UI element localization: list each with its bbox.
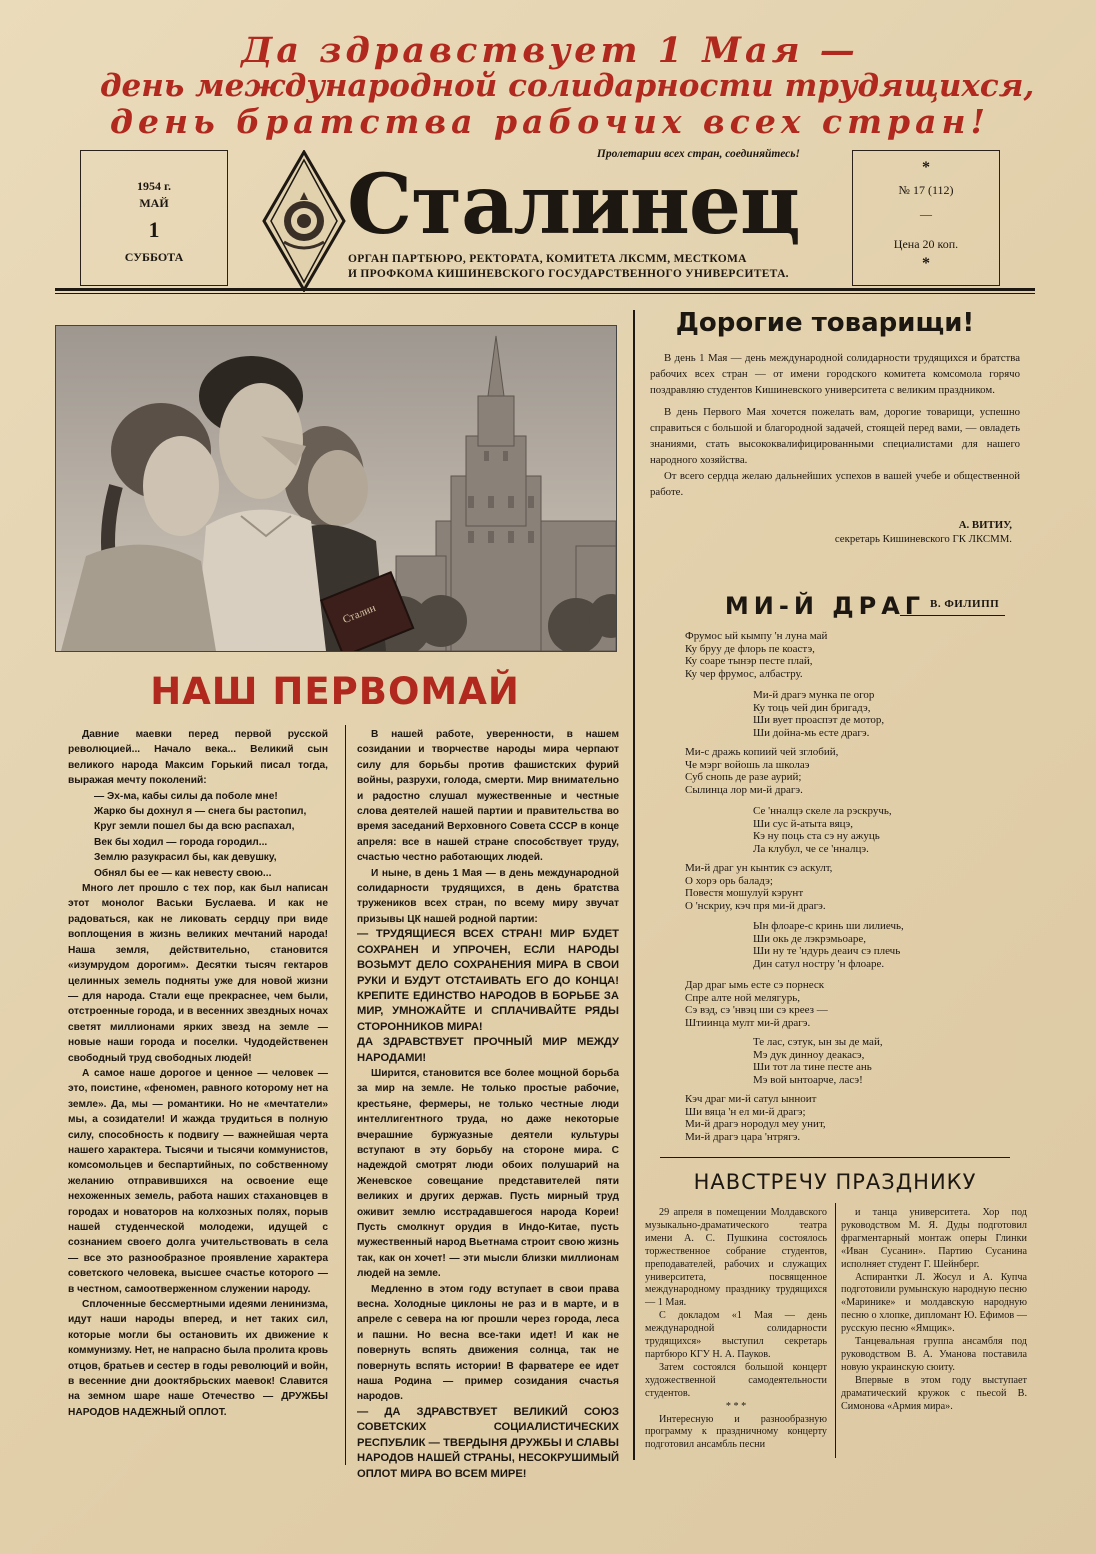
ear-day: 1 (148, 217, 160, 242)
greeting-paragraph: В день Первого Мая хочется пожелать вам, дорогие товарищи, успешно справиться с большой и благородной задачей, стоящей перед вами, — овладеть знаниями, стать высококвалифицированными специалистами для нашего народного хозяйства. (650, 406, 1020, 466)
main-article-col1 (68, 727, 328, 1420)
section-rule (660, 1157, 1010, 1158)
news-paragraph: и танца университета. Хор под руководством М. Я. Дуды подготовил фрагментарный монтаж оперы Глинки «Иван Сусанин». Партию Сусанина исполняет студент Г. Шейнберг. (841, 1207, 1027, 1270)
article-paragraph: Медленно в этом году вступает в свои права весна. Холодные циклоны не раз и в марте, и в апреле с севера на юг прошли через города, леса и пашни. Но весна все-таки идет! И как не повернуть вспять движения солнца, так не повернуть вспять истории! В фарватере ее идет наша Родина — пример созидания счастья народов. (357, 1283, 619, 1403)
festival-col2 (841, 1207, 1027, 1414)
slogan-line-2: день международной солидарности трудящихся, (100, 68, 1035, 104)
poem-stanza (753, 1036, 883, 1086)
article-paragraph: И ныне, в день 1 Мая — в день международной солидарности трудящихся, в день братства тружеников всех стран, по всему миру звучат призывы ЦК нашей родной партии: (357, 867, 619, 925)
article-paragraph: Давние маевки перед первой русской революцией... Начало века... Великий сын великого народа Максим Горький писал тогда, выражая мечту поколений: (68, 729, 328, 787)
verse-line: — Эх-ма, кабы силы да поболе мне! (94, 790, 278, 802)
news-paragraph: Интересную и разнообразную программу к праздничному концерту подготовил ансамбль песни (645, 1413, 827, 1451)
poem-stanza (753, 920, 904, 970)
masthead-subtitle (348, 252, 818, 282)
poem-stanza (685, 979, 828, 1029)
poem-line: Сылинца лор ми-й драгэ. (685, 783, 803, 796)
poem-line: Ши сус й-атыта вяцэ, (753, 817, 853, 830)
verse-line: Век бы ходил — города городил... (94, 836, 268, 848)
article-paragraph: А самое наше дорогое и ценное — человек — это, поистине, «феномен, равного которому нет на земле». Да, мы — романтики. Но не «мечтатели» мы, а созидатели! И жажда трудиться в полную силу, способность к подвигу — важнейшая черта нашего характера. Тысячи и тысячи коммунистов, комсомольцев и беспартийных, по собственному желанию отправившихся на освоение еще нехоженных земель, работа наших стахановцев в городах и новаторов на колхозных полях, порыв нашей студенческой молодежи, идущей с сознанием своего долга учительствовать в села — все это разнообразное проявление характера советского человека, высшее счастье которого — в честном, самоотверженном служении народу. (68, 1067, 328, 1295)
poem-line: Ши вует проаспэт де мотор, (753, 714, 885, 727)
greeting-title: Дорогие товарищи! (675, 308, 975, 338)
appeal-text: ДА ЗДРАВСТВУЕТ ПРОЧНЫЙ МИР МЕЖДУ НАРОДАМИ! (357, 1036, 619, 1064)
poem-line: Ми-й драгэ нородул меу унит, (685, 1118, 826, 1131)
poem-line: О хорэ орь баладэ; (685, 874, 773, 887)
poem-line: О 'нскриу, кэч пря ми-й драгэ. (685, 899, 826, 912)
ear-month: МАЙ (139, 196, 169, 210)
poem-line: Ши окь де лэкрэмьоаре, (753, 932, 867, 945)
greeting-paragraph: В день 1 Мая — день международной солидарности трудящихся и братства рабочих всех стран — от имени городского комитета комсомола горячо поздравляю студентов Кишиневского университета с великим праздником. (650, 352, 1020, 396)
poem-line: Штиинца мулт ми-й драгэ. (685, 1016, 811, 1029)
ear-star-bottom: * (922, 255, 930, 272)
appeal-text: — ДА ЗДРАВСТВУЕТ ВЕЛИКИЙ СОЮЗ СОВЕТСКИХ СОЦИАЛИСТИЧЕСКИХ РЕСПУБЛИК — ТВЕРДЫНЯ ДРУЖБЫ И СЛАВЫ НАРОДОВ НАШЕЙ СТРАНЫ, НЕСОКРУШИМЫЙ ОПЛОТ МИРА ВО ВСЕМ МИРЕ! (357, 1405, 619, 1480)
poem-line: Ми-с дражь копиий чей зглобий, (685, 746, 839, 758)
university-emblem-icon (262, 150, 346, 292)
ear-star-top: * (922, 159, 930, 176)
news-separator: * * * (725, 1400, 747, 1412)
issue-ear (852, 150, 1000, 286)
news-paragraph: Аспирантки Л. Жосул и А. Купча подготовили румынскую народную песню «Маринике» и молдавскую народную песню о хлопке, дипломант Ю. Ефимов — русскую песню «Ямщик». (841, 1271, 1027, 1335)
news-paragraph: С докладом «1 Мая — день международной солидарности трудящихся» выступил секретарь партбюро КГУ Н. А. Пауков. (645, 1310, 827, 1360)
poem-line: Фрумос ый кымпу 'н луна май (685, 630, 828, 642)
poem-line: Ку бруу де флорь пе коастэ, (685, 642, 815, 655)
main-article-col2 (357, 727, 619, 1482)
poem-line: Спре алте ной мелягурь, (685, 991, 800, 1004)
article-paragraph: Много лет прошло с тех пор, как был написан этот монолог Васьки Буслаева. И как не радоваться, как не ликовать сердцу при виде воплощения в жизнь великих мечтаний народа! Наша земля, действительно, становится «изумрудом дорогим». Десятки тысяч гектаров целинных земель подняты уже для новой жизни — для народа. Стали еще прекраснее, чем были, отстроенные города, и в весенних звездных ночах светят миллионами ярких звезд на земле — новые наши города и поселки. Чудодейственен свободный труд свободных людей! (68, 883, 328, 1064)
ear-dash: — (920, 207, 932, 221)
subtitle-line-2: И ПРОФКОМА КИШИНЕВСКОГО ГОСУДАРСТВЕННОГО УНИВЕРСИТЕТА. (348, 268, 789, 280)
poem-stanza (685, 746, 838, 796)
poem-line: Суб снопь де разе аурий; (685, 771, 802, 784)
greeting-signature-name: А. ВИТИУ, (958, 519, 1012, 531)
poem-line: Ку соаре тынэр песте плай, (685, 655, 813, 668)
poem-line: Кэ ну поць ста сэ ну ажуць (753, 830, 880, 843)
verse-line: Жарко бы дохнул я — снега бы растопил, (94, 806, 307, 818)
verse-line: Круг земли пошел бы да всю распахал, (94, 821, 295, 833)
poem-line: Повестя мошулуй кэрунт (685, 887, 804, 900)
poem-line: Дин сатул ностру 'н флоаре. (753, 957, 885, 970)
poem-line: Сэ вэд, сэ 'нвэц ши сэ креез — (685, 1004, 828, 1017)
poem-line: Ми-й драгэ цара 'нтрягэ. (685, 1130, 801, 1143)
verse-line: Землю разукрасил бы, как девушку, (94, 852, 277, 864)
poem-stanza (753, 689, 884, 739)
greeting-text (650, 350, 1020, 500)
article-column-divider (345, 725, 346, 1465)
poem-line: Ми-й драгэ мунка пе огор (753, 689, 875, 701)
slogan-line-3: день братства рабочих всех стран! (110, 102, 990, 141)
festival-column-divider (835, 1203, 836, 1458)
youth-photo (55, 325, 617, 652)
ear-weekday: СУББОТА (124, 250, 184, 264)
poem-line: Ку тоць чей дин бригадэ, (753, 701, 871, 714)
festival-col1 (645, 1207, 827, 1452)
main-headline: НАШ ПЕРВОМАЙ (150, 670, 520, 713)
news-paragraph: 29 апреля в помещении Молдавского музыкально-драматического театра имени А. С. Пушкина состоялось торжественное собрание студентов, преподавателей, рабочих и служащих университета, посвященное международному празднику трудящихся — 1 Мая. (645, 1207, 827, 1309)
appeal-text: — ТРУДЯЩИЕСЯ ВСЕХ СТРАН! МИР БУДЕТ СОХРАНЕН И УПРОЧЕН, ЕСЛИ НАРОДЫ ВОЗЬМУТ ДЕЛО СОХРАНЕНИЯ МИРА В СВОИ РУКИ И БУДУТ ОТСТАИВАТЬ ЕГО ДО КОНЦА! КРЕПИТЕ ЕДИНСТВО НАРОДОВ В БОРЬБЕ ЗА МИР, УМНОЖАЙТЕ И СПЛАЧИВАЙТЕ РЯДЫ СТОРОННИКОВ МИРА! (357, 928, 619, 1033)
poem-line: Ши тот ла тине песте ань (753, 1061, 872, 1074)
verse-line: Обнял бы ее — как невесту свою... (94, 867, 272, 879)
article-paragraph: Сплоченные бессмертными идеями ленинизма, идут наши народы вперед, и нет таких сил, которые могли бы остановить их движение к коммунизму. Нет, не напрасно была пролита кровь отцов, братьев и сестер в годы революций и войн, в весенние дни дооктябрьских маевок! Славится на земном шаре наше Отечество — ДРУЖБЫ НАРОДОВ НАДЕЖНЫЙ ОПЛОТ. (68, 1299, 328, 1418)
poem-stanza (753, 805, 892, 855)
poem-line: Дар драг ымь есте сэ порнеск (685, 979, 825, 991)
poem-line: Ши ну те 'ндурь деаич сэ плечь (753, 945, 901, 958)
poem-line: Кэч драг ми-й сатул ынноит (685, 1093, 817, 1105)
greeting-signature-title: секретарь Кишиневского ГК ЛКСММ. (834, 533, 1012, 545)
poem-stanza (685, 862, 832, 912)
festival-title: НАВСТРЕЧУ ПРАЗДНИКУ (693, 1170, 977, 1194)
photo-illustration (56, 326, 616, 651)
masthead-rule-thin (55, 293, 1035, 294)
slogan-line-1: Да здравствует 1 Мая — (241, 30, 859, 71)
news-paragraph: Затем состоялся большой концерт художественной самодеятельности студентов. (645, 1361, 827, 1399)
column-divider (633, 310, 635, 1460)
poem-line: Мэ дук диннoу деакаcэ, (753, 1048, 865, 1061)
subtitle-line-1: ОРГАН ПАРТБЮРО, РЕКТОРАТА, КОМИТЕТА ЛКСММ, МЕСТКОМА (348, 253, 747, 265)
poem-line: Те лас, сэтук, ын зы де май, (753, 1036, 883, 1048)
article-paragraph: Ширится, становится все более мощной борьба за мир на земле. Не только простые рабочие, крестьяне, фермеры, не только честные люди интеллигентного труда, но даже некоторые вчерашние буржуазные деятели культуры вступают в эту борьбу на стороне мира. С надеждой смотрят люди обоих полушарий на Женевское совещание представителей пяти великих и других держав. Пусть мирный труд оживит землю исстрадавшегося народа Кореи! Пусть смолкнут орудия в Индо-Китае, пусть мужественный народ Вьетнама строит свою жизнь так, как он хочет! — эти мысли близки миллионам людей на земле. (357, 1067, 619, 1280)
poem-line: Ку чер фрумос, албастру. (685, 667, 803, 680)
poem-line: Ми-й драг ун кынтик сэ аскулт, (685, 862, 833, 874)
poem-line: Се 'нналцэ скеле ла рэскручь, (753, 805, 892, 817)
greeting-paragraph: От всего сердца желаю дальнейших успехов в вашей учебе и общественной работе. (650, 470, 1020, 498)
news-paragraph: Танцевальная группа ансамбля под руководством В. А. Умановa поставила новую украинскую сюиту. (841, 1336, 1027, 1373)
poem-title: МИ-Й ДРАГ (724, 592, 926, 620)
ear-price: Цена 20 коп. (893, 237, 959, 251)
news-paragraph: Впервые в этом году выступает драматический кружок с пьесой В. Симонова «Армия мира». (841, 1374, 1027, 1412)
article-paragraph: В нашей работе, уверенности, в нашем созидании и творчестве народы мира черпают силу для борьбы против фашистских фурий войны, разрухи, голода, смерти. Мир внимательно и радостно слушал мужественные и честные слова деятелей нашей партии и правительства во время заседаний Верховного Совета СССР в конце апреля: все в нашей стране способствует труду, счастью честно работающих людей. (357, 729, 619, 864)
newspaper-title: Сталинец (347, 157, 800, 253)
poem-line: Ла клубул, че се 'нналцэ. (753, 842, 869, 855)
poem-line: Мэ вой ынтоарче, ласэ! (753, 1073, 863, 1086)
ear-issue-number: № 17 (112) (898, 183, 954, 197)
poem-author: В. ФИЛИПП (930, 598, 1000, 610)
poem-line: Ши дойна-мь есте драгэ. (753, 726, 870, 739)
ear-year: 1954 г. (136, 179, 172, 193)
poem-line: Че мэрг войошь ла школаэ (685, 758, 810, 771)
poem-stanza (685, 630, 827, 680)
masthead-rule (55, 288, 1035, 291)
poem-stanza (685, 1093, 826, 1143)
poem-line: Ши вяца 'н ел ми-й драгэ; (685, 1105, 806, 1118)
date-ear (80, 150, 228, 286)
masthead-motto: Пролетарии всех стран, соединяйтесь! (596, 148, 800, 160)
poem-line: Ын флоаре-с кринь ши лилиечь, (753, 920, 904, 932)
book-cover-text: Сталин (341, 602, 378, 627)
